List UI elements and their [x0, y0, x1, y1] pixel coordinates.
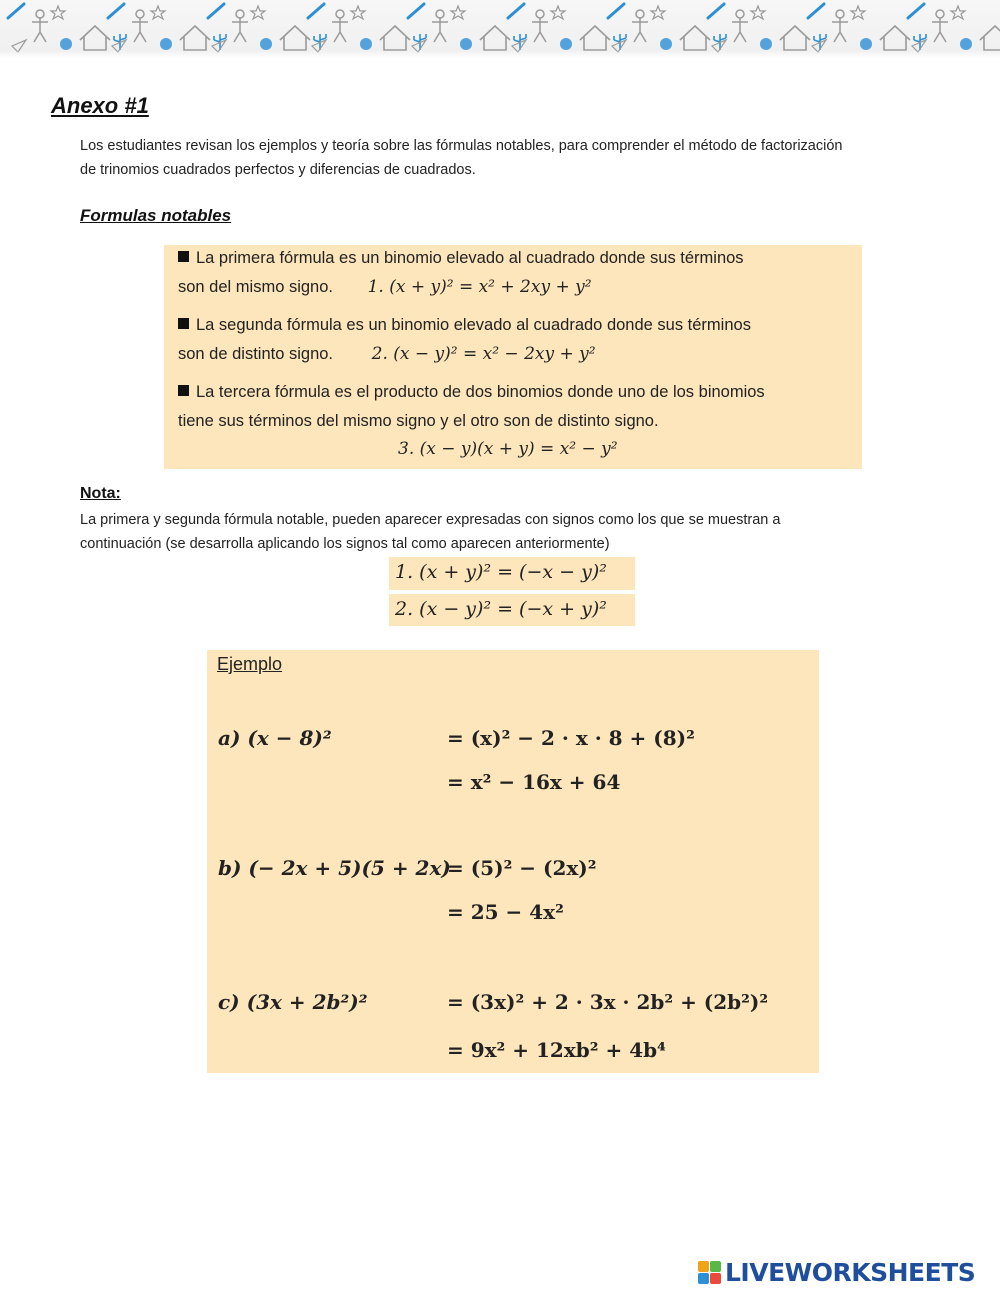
- pencil-doodle-icon: [508, 4, 524, 18]
- formula-2-description: [178, 316, 751, 335]
- example-a-step-2: = x² − 16x + 64: [447, 770, 621, 794]
- logo-tile-icon: [710, 1273, 721, 1284]
- star-doodle-icon: [551, 6, 565, 19]
- house-doodle-icon: [180, 26, 210, 50]
- person-doodle-icon: [536, 10, 544, 18]
- person-doodle-icon: [132, 18, 148, 42]
- formula-3-description: [178, 383, 765, 402]
- house-doodle-icon: [80, 26, 110, 50]
- house-doodle-icon: [980, 26, 1000, 50]
- plane-doodle-icon: [12, 40, 26, 52]
- house-doodle-icon: [780, 26, 810, 50]
- house-doodle-icon: [380, 26, 410, 50]
- house-doodle-icon: [280, 26, 310, 50]
- formula-1-expression: 1. (x + y)² = x² + 2xy + y²: [367, 277, 592, 297]
- globe-doodle-icon: [160, 38, 172, 50]
- person-doodle-icon: [636, 10, 644, 18]
- formula-3-text-line2: tiene sus términos del mismo signo y el otro son de distinto signo.: [178, 412, 659, 430]
- page-title: Anexo #1: [51, 93, 149, 118]
- person-doodle-icon: [332, 18, 348, 42]
- person-doodle-icon: [36, 10, 44, 18]
- star-doodle-icon: [151, 6, 165, 19]
- globe-doodle-icon: [560, 38, 572, 50]
- pencil-doodle-icon: [708, 4, 724, 18]
- person-doodle-icon: [32, 18, 48, 42]
- nota-line-2: continuación (se desarrolla aplicando los signos tal como aparecen anteriormente): [80, 536, 610, 552]
- person-doodle-icon: [136, 10, 144, 18]
- house-doodle-icon: [880, 26, 910, 50]
- star-doodle-icon: [51, 6, 65, 19]
- intro-line-2: de trinomios cuadrados perfectos y diferencias de cuadrados.: [80, 162, 476, 178]
- section-subtitle: Formulas notables: [80, 206, 232, 225]
- person-doodle-icon: [436, 10, 444, 18]
- person-doodle-icon: [732, 18, 748, 42]
- person-doodle-icon: [832, 18, 848, 42]
- example-b-step-2: = 25 − 4x²: [447, 900, 564, 924]
- star-doodle-icon: [251, 6, 265, 19]
- logo-grid-icon: [698, 1261, 721, 1284]
- house-doodle-icon: [480, 26, 510, 50]
- nota-line-1: La primera y segunda fórmula notable, pueden aparecer expresadas con signos como los que se muestran a: [80, 512, 781, 528]
- person-doodle-icon: [736, 10, 744, 18]
- globe-doodle-icon: [460, 38, 472, 50]
- bullet-square-icon: [178, 251, 189, 262]
- bullet-square-icon: [178, 318, 189, 329]
- star-doodle-icon: [351, 6, 365, 19]
- formula-3-text-line1: La tercera fórmula es el producto de dos binomios donde uno de los binomios: [196, 383, 765, 401]
- pencil-doodle-icon: [308, 4, 324, 18]
- intro-paragraph: [80, 134, 960, 182]
- logo-tile-icon: [710, 1261, 721, 1272]
- example-box: [207, 650, 819, 1073]
- globe-doodle-icon: [360, 38, 372, 50]
- liveworksheets-logo: [698, 1258, 975, 1286]
- logo-tile-icon: [698, 1261, 709, 1272]
- pencil-doodle-icon: [8, 4, 24, 18]
- person-doodle-icon: [632, 18, 648, 42]
- doodle-pattern: [0, 0, 1000, 58]
- globe-doodle-icon: [60, 38, 72, 50]
- formula-1-row: [178, 277, 592, 297]
- example-c-lhs-text: c) (3x + 2b²)²: [218, 990, 368, 1014]
- decorative-doodle-header: [0, 0, 1000, 58]
- house-doodle-icon: [680, 26, 710, 50]
- pencil-doodle-icon: [408, 4, 424, 18]
- nota-formula-2-box: [389, 594, 635, 626]
- pencil-doodle-icon: [808, 4, 824, 18]
- pencil-doodle-icon: [908, 4, 924, 18]
- example-b-lhs: [218, 856, 451, 880]
- nota-formula-1: 1. (x + y)² = (−x − y)²: [395, 561, 607, 583]
- formula-2-row: [178, 344, 596, 364]
- example-c-lhs: [218, 990, 367, 1014]
- nota-formula-2: 2. (x − y)² = (−x + y)²: [395, 598, 607, 620]
- formula-3-expression: 3. (x − y)(x + y) = x² − y²: [398, 439, 618, 459]
- nota-formula-1-box: [389, 557, 635, 590]
- globe-doodle-icon: [960, 38, 972, 50]
- example-b-lhs-text: b) (− 2x + 5)(5 + 2x): [218, 856, 451, 880]
- person-doodle-icon: [936, 10, 944, 18]
- person-doodle-icon: [336, 10, 344, 18]
- formula-1-text-line2: son del mismo signo.: [178, 278, 333, 296]
- nota-label: Nota:: [80, 485, 121, 502]
- example-title: Ejemplo: [217, 654, 283, 674]
- star-doodle-icon: [851, 6, 865, 19]
- globe-doodle-icon: [760, 38, 772, 50]
- person-doodle-icon: [532, 18, 548, 42]
- example-c-step-2: = 9x² + 12xb² + 4b⁴: [447, 1038, 666, 1062]
- person-doodle-icon: [932, 18, 948, 42]
- pencil-doodle-icon: [208, 4, 224, 18]
- logo-text: LIVEWORKSHEETS: [725, 1257, 976, 1287]
- intro-line-1: Los estudiantes revisan los ejemplos y teoría sobre las fórmulas notables, para comprender el método de factorización: [80, 138, 843, 154]
- house-doodle-icon: [580, 26, 610, 50]
- example-a-lhs: [218, 726, 332, 750]
- person-doodle-icon: [432, 18, 448, 42]
- globe-doodle-icon: [260, 38, 272, 50]
- bullet-square-icon: [178, 385, 189, 396]
- formula-2-text-line2: son de distinto signo.: [178, 345, 334, 363]
- globe-doodle-icon: [860, 38, 872, 50]
- person-doodle-icon: [836, 10, 844, 18]
- example-a-step-1: = (x)² − 2 · x · 8 + (8)²: [447, 726, 695, 750]
- pencil-doodle-icon: [108, 4, 124, 18]
- logo-tile-icon: [698, 1273, 709, 1284]
- formula-1-description: [178, 249, 744, 268]
- star-doodle-icon: [651, 6, 665, 19]
- formula-2-text-line1: La segunda fórmula es un binomio elevado al cuadrado donde sus términos: [196, 316, 751, 334]
- example-a-lhs-text: a) (x − 8)²: [218, 726, 332, 750]
- star-doodle-icon: [951, 6, 965, 19]
- example-c-step-1: = (3x)² + 2 · 3x · 2b² + (2b²)²: [447, 990, 769, 1014]
- nota-paragraph: [80, 508, 960, 556]
- formula-2-expression: 2. (x − y)² = x² − 2xy + y²: [371, 344, 596, 364]
- person-doodle-icon: [236, 10, 244, 18]
- formulas-box: [164, 245, 862, 469]
- example-b-step-1: = (5)² − (2x)²: [447, 856, 597, 880]
- formula-1-text-line1: La primera fórmula es un binomio elevado al cuadrado donde sus términos: [196, 249, 744, 267]
- person-doodle-icon: [232, 18, 248, 42]
- star-doodle-icon: [751, 6, 765, 19]
- star-doodle-icon: [451, 6, 465, 19]
- pencil-doodle-icon: [608, 4, 624, 18]
- globe-doodle-icon: [660, 38, 672, 50]
